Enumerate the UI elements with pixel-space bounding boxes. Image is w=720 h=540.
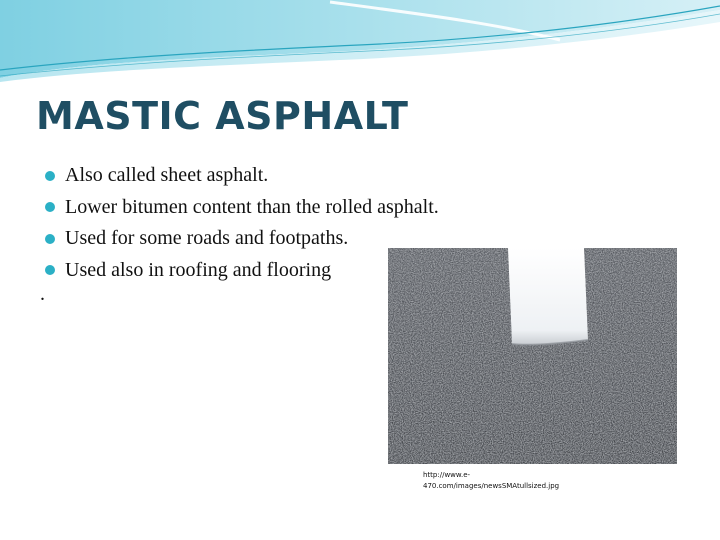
caption-line: http://www.e- [423,471,471,479]
trailing-period: . [40,283,45,305]
bullet-text: Lower bitumen content than the rolled asphalt. [65,195,439,218]
bullet-item [42,160,439,192]
image-source-caption [423,470,583,492]
bullet-dot-icon [45,234,55,244]
bullet-item [42,255,439,287]
bullet-list [42,160,439,286]
bullet-dot-icon [45,265,55,275]
asphalt-photo [388,248,677,464]
header-swoosh-decoration [0,0,720,90]
bullet-dot-icon [45,202,55,212]
bullet-dot-icon [45,171,55,181]
bullet-text: Also called sheet asphalt. [65,164,269,186]
slide-title: MASTIC ASPHALT [36,94,409,138]
bullet-item [42,192,439,224]
bullet-text: Used for some roads and footpaths. [65,227,349,249]
bullet-text: Used also in roofing and flooring [65,258,332,281]
caption-line: 470.com/images/newsSMAtullsized.jpg [423,482,560,490]
asphalt-texture-image [388,248,677,464]
bullet-item [42,223,439,255]
